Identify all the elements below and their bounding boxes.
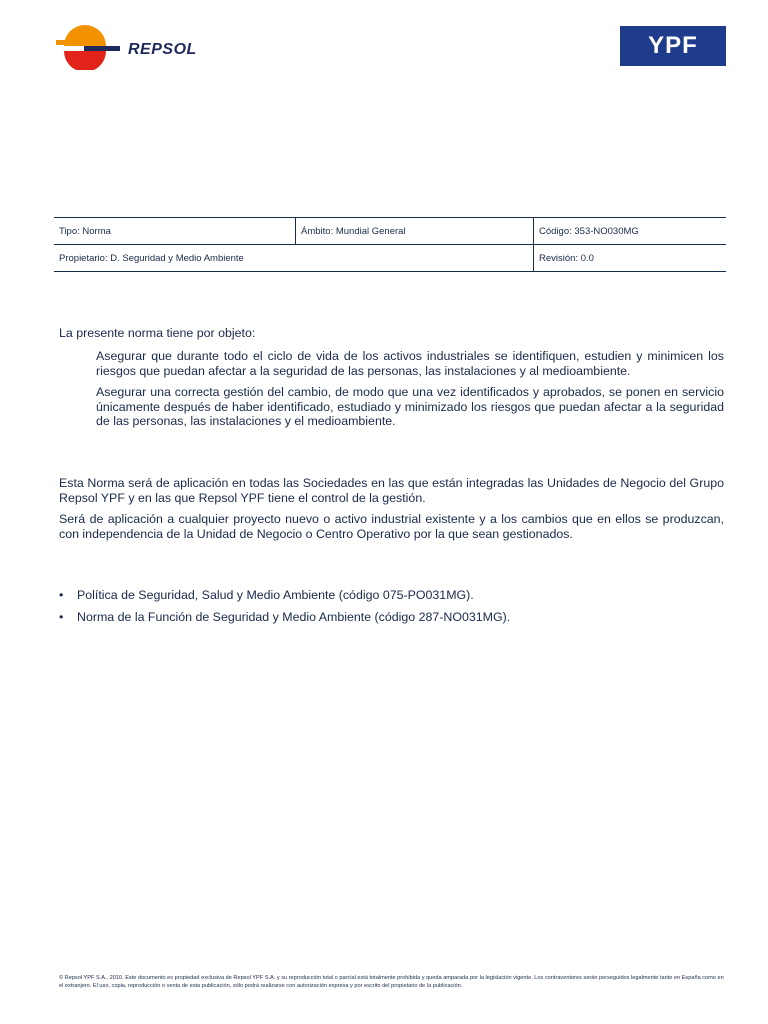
- alcance-paragraph: Será de aplicación a cualquier proyecto nuevo o activo industrial existente y a los cambios que en ellos se produzcan, con independencia de la Unidad de Negocio o Centro Operativo por la que sean gestionados.: [59, 512, 724, 541]
- meta-row: [54, 218, 726, 245]
- referencia-text: Política de Seguridad, Salud y Medio Ambiente (código 075-PO031MG).: [77, 588, 474, 602]
- alcance-paragraph: Esta Norma será de aplicación en todas las Sociedades en las que están integradas las Unidades de Negocio del Grupo Repsol YPF y en las que Repsol YPF tiene el control de la gestión.: [59, 476, 724, 505]
- bullet-icon: •: [59, 588, 64, 602]
- referencia-text: Norma de la Función de Seguridad y Medio Ambiente (código 287-NO031MG).: [77, 610, 511, 624]
- bullet-icon: •: [59, 610, 64, 624]
- objeto-item: Asegurar que durante todo el ciclo de vida de los activos industriales se identifiquen, estudien y minimicen los riesgos que puedan afectar a la seguridad de las personas, las instalaciones y al medioambiente.: [96, 349, 724, 378]
- meta-propietario: Propietario: D. Seguridad y Medio Ambiente: [54, 245, 534, 272]
- list-item: [59, 610, 724, 632]
- meta-ambito: Ámbito: Mundial General: [296, 218, 534, 245]
- repsol-logo-text: REPSOL: [128, 41, 197, 58]
- list-item: [59, 588, 724, 610]
- repsol-logo: [54, 24, 224, 70]
- objeto-item: Asegurar una correcta gestión del cambio, de modo que una vez identificados y aprobados, se ponen en servicio únicamente después de haber identificado, estudiado y minimizado los riesgos que puedan afectar a la seguridad de las personas, las instalaciones y el medioambiente.: [96, 385, 724, 429]
- meta-row: [54, 245, 726, 272]
- ypf-logo: YPF: [620, 26, 726, 66]
- copyright-footer: © Repsol YPF S.A., 2010. Este documento es propiedad exclusiva de Repsol YPF S.A. y su reproducción total o parcial está totalmente prohibida y queda amparada por la legislación vigente. Los contraventores serán perseguidos legalmente tanto en España como en el extranjero. El uso, copia, reproducción o venta de esta publicación, sólo podrá realizarse con autorización expresa y por escrito del propietario de la publicación.: [59, 975, 724, 989]
- document-meta-table: [54, 217, 726, 272]
- objeto-intro: La presente norma tiene por objeto:: [59, 326, 256, 340]
- meta-tipo: Tipo: Norma: [54, 218, 296, 245]
- meta-codigo: Código: 353-NO030MG: [534, 218, 727, 245]
- meta-revision: Revisión: 0.0: [534, 245, 727, 272]
- referencias-list: [59, 588, 724, 632]
